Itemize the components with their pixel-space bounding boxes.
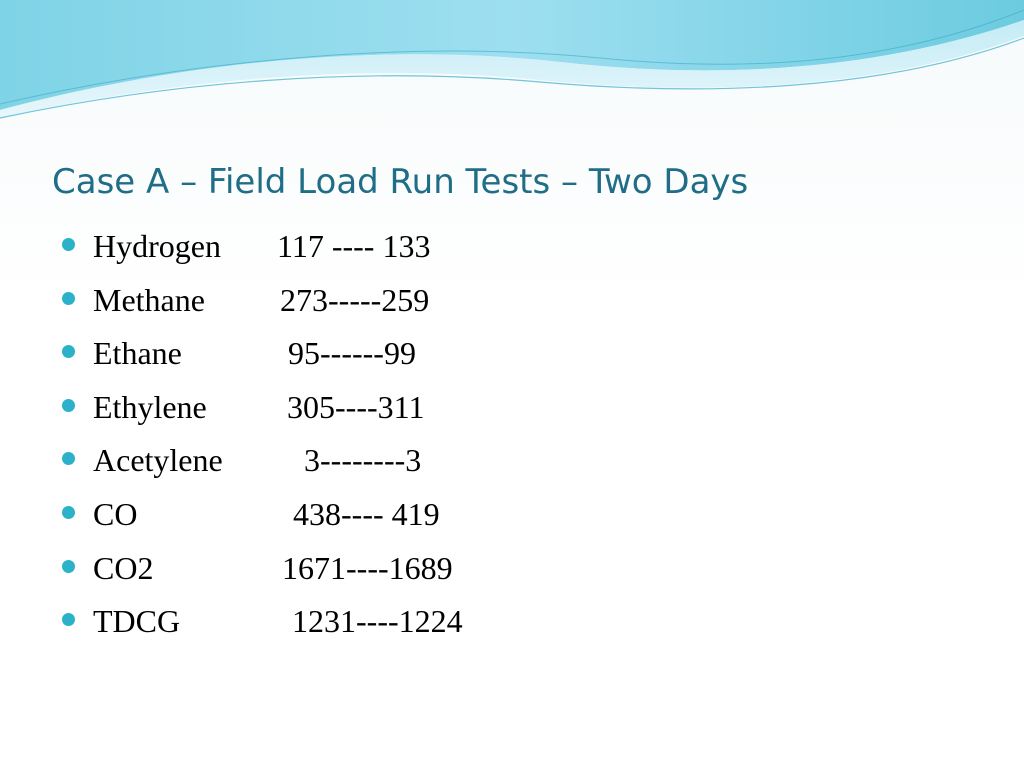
gas-values: 3--------3: [304, 442, 422, 479]
gas-values: 1231----1224: [292, 603, 463, 640]
bullet-dot-icon: [62, 613, 75, 626]
gas-name: CO2: [93, 549, 154, 586]
gas-name: CO: [93, 495, 138, 532]
bullet-dot-icon: [62, 560, 75, 573]
gas-name: TDCG: [93, 603, 181, 640]
gas-name: Methane: [93, 281, 205, 318]
gas-values: 95------99: [288, 335, 416, 372]
bullet-dot-icon: [62, 452, 75, 465]
bullet-dot-icon: [62, 399, 75, 412]
gas-values: 117 ---- 133: [277, 228, 431, 264]
bullet-dot-icon: [62, 345, 75, 358]
gas-values: 1671----1689: [282, 549, 453, 586]
gas-values: 273-----259: [280, 281, 430, 318]
bullet-dot-icon: [62, 238, 75, 251]
gas-name: Ethane: [93, 335, 182, 372]
slide-title: Case A – Field Load Run Tests – Two Days: [52, 162, 749, 202]
gas-values: 305----311: [287, 388, 425, 425]
bullet-dot-icon: [62, 292, 75, 305]
gas-name: Ethylene: [93, 388, 207, 425]
gas-values: 438---- 419: [293, 495, 440, 532]
bullet-dot-icon: [62, 506, 75, 519]
gas-name: Hydrogen: [93, 228, 221, 264]
gas-name: Acetylene: [93, 442, 223, 479]
wave-header-decoration: [0, 0, 1024, 130]
